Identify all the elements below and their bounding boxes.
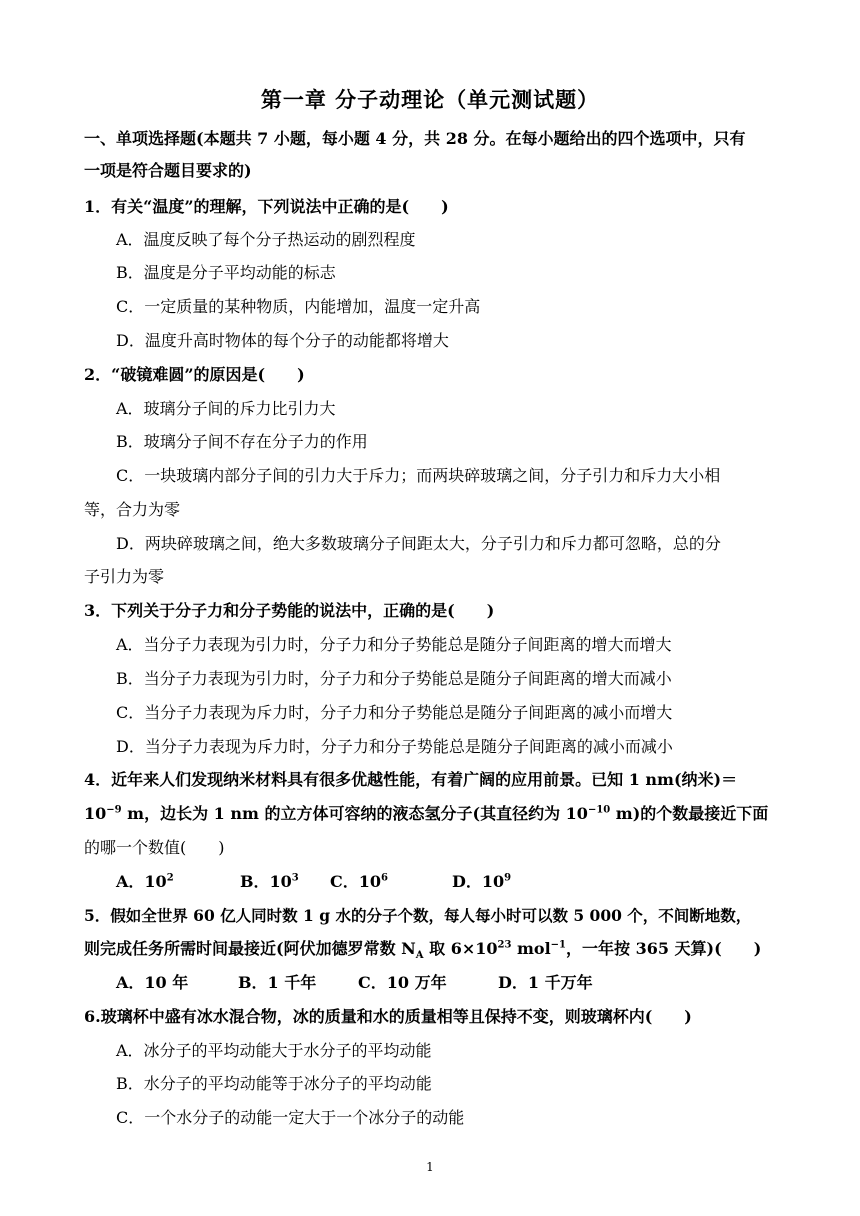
question-6-stem: 6.玻璃杯中盛有冰水混合物，冰的质量和水的质量相等且保持不变，则玻璃杯内( ) [84,1007,692,1026]
question-3-option-c: C．当分子力表现为斥力时，分子力和分子势能总是随分子间距离的减小而增大 [116,703,673,722]
question-2-option-c-line2: 等，合力为零 [84,500,181,519]
question-3-option-a: A．当分子力表现为引力时，分子力和分子势能总是随分子间距离的增大而增大 [116,635,672,654]
question-5-option-a: A．10 年 [116,973,189,992]
question-4-option-a: A．$10^2$ [116,872,174,891]
section-heading-line2: 一项是符合题目要求的) [84,161,252,180]
question-1-option-d: D．温度升高时物体的每个分子的动能都将增大 [116,331,449,350]
question-5-option-d: D．1 千万年 [498,973,593,992]
question-4-option-b: B．$10^3$ [240,872,299,891]
question-4-line2: $10^{-9}$ m，边长为 1 nm 的立方体可容纳的液态氢分子(其直径约为 $10^{-10}$ m)的个数最接近下面 [84,804,769,823]
page-title: 第一章 分子动理论（单元测试题） [260,88,600,112]
question-2-option-a: A．玻璃分子间的斥力比引力大 [116,399,336,418]
question-5-option-c: C．10 万年 [358,973,447,992]
section-heading-line1: 一、单项选择题(本题共 7 小题，每小题 4 分，共 28 分。在每小题给出的四个选项中，只有 [84,129,746,148]
question-2-option-b: B．玻璃分子间不存在分子力的作用 [116,432,368,451]
question-6-option-b: B．水分子的平均动能等于冰分子的平均动能 [116,1074,432,1093]
question-5-line1: 5．假如全世界 60 亿人同时数 1 g 水的分子个数，每人每小时可以数 5 000 个，不间断地数， [84,906,752,925]
question-3-option-b: B．当分子力表现为引力时，分子力和分子势能总是随分子间距离的增大而减小 [116,669,672,688]
question-6-option-c: C．一个水分子的动能一定大于一个冰分子的动能 [116,1108,465,1127]
question-3-stem: 3．下列关于分子力和分子势能的说法中，正确的是( ) [84,601,495,620]
question-6-option-a: A．冰分子的平均动能大于水分子的平均动能 [116,1041,432,1060]
question-5-line2: 则完成任务所需时间最接近(阿伏加德罗常数 $N_A$ 取 $6\times 10^{23}$ mol$^{-1}$，一年按 365 天算)( ) [84,939,762,962]
question-2-stem: 2．“破镜难圆”的原因是( ) [84,365,305,384]
question-2-option-d-line2: 子引力为零 [84,567,165,586]
question-3-option-d: D．当分子力表现为斥力时，分子力和分子势能总是随分子间距离的减小而减小 [116,737,673,756]
question-4-option-c: C．$10^6$ [330,872,388,891]
page-number: 1 [426,1160,434,1174]
question-4-option-d: D．$10^9$ [452,872,512,891]
question-4-line1: 4．近年来人们发现纳米材料具有很多优越性能，有着广阔的应用前景。已知 1 nm(纳米)＝ [84,770,738,789]
question-1-option-c: C．一定质量的某种物质，内能增加，温度一定升高 [116,297,481,316]
question-1-stem: 1．有关“温度”的理解，下列说法中正确的是( ) [84,197,449,216]
question-4-line3: 的哪一个数值( ) [84,838,225,857]
question-5-option-b: B．1 千年 [238,973,317,992]
question-1-option-a: A．温度反映了每个分子热运动的剧烈程度 [116,230,416,249]
question-2-option-c-line1: C．一块玻璃内部分子间的引力大于斥力；而两块碎玻璃之间，分子引力和斥力大小相 [116,466,721,485]
question-2-option-d-line1: D．两块碎玻璃之间，绝大多数玻璃分子间距太大，分子引力和斥力都可忽略，总的分 [116,534,721,553]
question-1-option-b: B．温度是分子平均动能的标志 [116,263,336,282]
